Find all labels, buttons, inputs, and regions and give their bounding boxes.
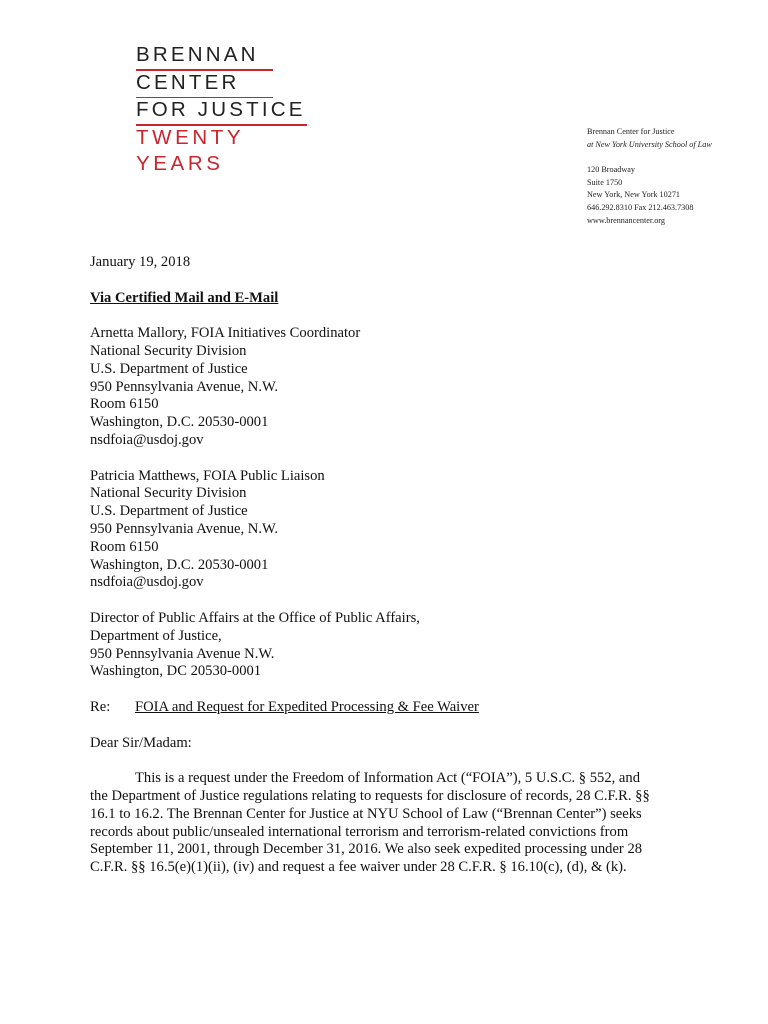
recipient-2-line: Patricia Matthews, FOIA Public Liaison: [90, 467, 325, 484]
recipient-3-line: Washington, DC 20530-0001: [90, 663, 262, 680]
body-line: records about public/unsealed international terrorism and terrorism-related convictions from: [90, 823, 629, 840]
re-subject: FOIA and Request for Expedited Processing & Fee Waiver: [135, 698, 479, 715]
recipient-2-email: nsdfoia@usdoj.gov: [90, 574, 204, 591]
recipient-3-line: Department of Justice,: [90, 627, 222, 644]
letterhead-address: [587, 126, 712, 227]
body-paragraph: [90, 770, 730, 877]
logo-line-for-justice: FOR JUSTICE: [136, 98, 306, 121]
recipient-2-line: Washington, D.C. 20530-0001: [90, 556, 269, 573]
address-gap: [587, 151, 712, 164]
logo-line-years: YEARS: [136, 151, 224, 175]
address-phone: 646.292.8310 Fax 212.463.7308: [587, 202, 694, 212]
address-affiliation: at New York University School of Law: [587, 139, 712, 149]
body-line: the Department of Justice regulations relating to requests for disclosure of records, 28 C.F.R. §§: [90, 787, 650, 804]
address-street: 120 Broadway: [587, 165, 635, 175]
recipient-1-email: nsdfoia@usdoj.gov: [90, 431, 204, 448]
re-line: [90, 699, 730, 717]
recipient-1-line: Washington, D.C. 20530-0001: [90, 414, 269, 431]
logo-line-twenty: TWENTY: [136, 125, 245, 149]
body-line: September 11, 2001, through December 31, 2016. We also seek expedited processing under 28: [90, 841, 643, 858]
recipient-3-line: Director of Public Affairs at the Office of Public Affairs,: [90, 609, 420, 626]
letter-body: [90, 254, 730, 877]
address-city: New York, New York 10271: [587, 190, 681, 200]
address-suite: Suite 1750: [587, 177, 623, 187]
address-web: www.brennancenter.org: [587, 215, 665, 225]
salutation: Dear Sir/Madam:: [90, 734, 192, 751]
re-label: Re:: [90, 698, 111, 715]
recipient-1-line: 950 Pennsylvania Avenue, N.W.: [90, 378, 279, 395]
recipient-1-line: Arnetta Mallory, FOIA Initiatives Coordinator: [90, 325, 361, 342]
recipient-block-3: [90, 610, 730, 681]
body-line: This is a request under the Freedom of Information Act (“FOIA”), 5 U.S.C. § 552, and: [135, 770, 641, 787]
body-line: C.F.R. §§ 16.5(e)(1)(ii), (iv) and request a fee waiver under 28 C.F.R. § 16.10(c), (d), & (k).: [90, 859, 627, 876]
recipient-3-line: 950 Pennsylvania Avenue N.W.: [90, 645, 275, 662]
recipient-1-line: National Security Division: [90, 342, 247, 359]
body-line: 16.1 to 16.2. The Brennan Center for Justice at NYU School of Law (“Brennan Center”) seeks: [90, 805, 642, 822]
address-org: Brennan Center for Justice: [587, 127, 675, 136]
recipient-1-line: Room 6150: [90, 396, 159, 413]
recipient-1-line: U.S. Department of Justice: [90, 360, 248, 377]
recipient-2-line: 950 Pennsylvania Avenue, N.W.: [90, 520, 279, 537]
recipient-2-line: U.S. Department of Justice: [90, 503, 248, 520]
recipient-2-line: Room 6150: [90, 538, 159, 555]
logo-line-brennan: BRENNAN: [136, 43, 259, 66]
logo-line-center: CENTER: [136, 70, 240, 94]
letter-date: January 19, 2018: [90, 254, 191, 270]
recipient-block-2: [90, 468, 730, 593]
recipient-block-1: [90, 325, 730, 450]
brennan-center-logo: [136, 43, 311, 178]
recipient-2-line: National Security Division: [90, 485, 247, 502]
delivery-method: Via Certified Mail and E-Mail: [90, 289, 279, 306]
